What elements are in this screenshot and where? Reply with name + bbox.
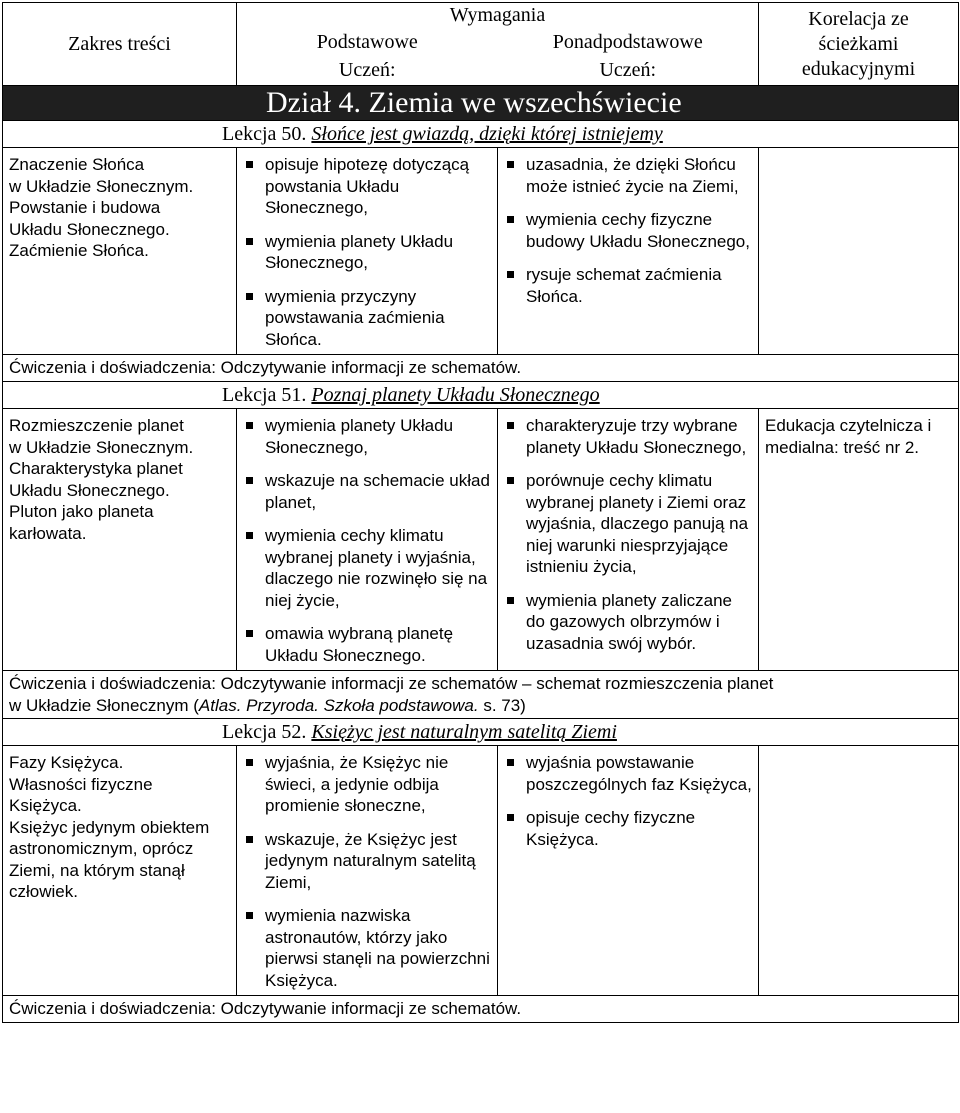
podstawowe-cell: [237, 746, 498, 996]
requirement-item: charakteryzuje trzy wybrane planety Układu Słonecznego,: [504, 415, 752, 458]
zakres-line: Ziemi, na którym stanął: [9, 860, 185, 880]
lesson-title-row: [3, 121, 959, 148]
lesson-content-row: [3, 409, 959, 671]
lesson-title: [3, 382, 959, 409]
zakres-line: Układu Słonecznego.: [9, 219, 170, 239]
ponadpodstawowe-list: [504, 415, 752, 654]
zakres-line: Powstanie i budowa: [9, 198, 161, 217]
lesson-name: Księżyc jest naturalnym satelitą Ziemi: [311, 721, 617, 743]
exercise-text: Ćwiczenia i doświadczenia: Odczytywanie informacji ze schematów.: [9, 358, 522, 377]
ponadpodstawowe-cell: [498, 409, 759, 671]
ponadpodstawowe-list: [504, 752, 752, 850]
podstawowe-list: [243, 415, 491, 666]
header-wymagania: Wymagania: [237, 3, 759, 31]
requirement-item: opisuje cechy fizyczne Księżyca.: [504, 807, 752, 850]
korelacja-cell: [759, 409, 959, 671]
lesson-number: Lekcja 52.: [222, 721, 307, 743]
header-zakres: Zakres treści: [3, 3, 237, 86]
requirement-item: wyjaśnia powstawanie poszczególnych faz Księżyca,: [504, 752, 752, 795]
lessons-body: [3, 121, 959, 1023]
requirement-item: wskazuje, że Księżyc jest jedynym naturalnym satelitą Ziemi,: [243, 829, 491, 894]
zakres-cell: [3, 148, 237, 355]
zakres-line: Rozmieszczenie planet: [9, 416, 184, 435]
header-uczen-a: Uczeń:: [237, 58, 498, 86]
requirement-item: wymienia cechy klimatu wybranej planety i wyjaśnia, dlaczego nie rozwinęło się na niej życie,: [243, 525, 491, 611]
requirement-item: uzasadnia, że dzięki Słońcu może istnieć życie na Ziemi,: [504, 154, 752, 197]
lesson-number: Lekcja 51.: [222, 384, 307, 406]
ponadpodstawowe-list: [504, 154, 752, 307]
requirement-item: porównuje cechy klimatu wybranej planety i Ziemi oraz wyjaśnia, dlaczego panują na niej warunki niesprzyjające istnieniu życia,: [504, 470, 752, 578]
ponadpodstawowe-cell: [498, 148, 759, 355]
ponadpodstawowe-cell: [498, 746, 759, 996]
lesson-content-row: [3, 746, 959, 996]
exercise-text: Ćwiczenia i doświadczenia: Odczytywanie informacji ze schematów – schemat rozmieszczenia planet: [9, 674, 774, 693]
curriculum-table: [2, 2, 959, 1023]
zakres-line: Pluton jako planeta: [9, 502, 154, 521]
podstawowe-cell: [237, 409, 498, 671]
korelacja-cell: [759, 746, 959, 996]
zakres-line: w Układzie Słonecznym.: [9, 176, 194, 196]
zakres-line: w Układzie Słonecznym.: [9, 437, 194, 457]
exercise-cell: [3, 671, 959, 719]
lesson-content-row: [3, 148, 959, 355]
lesson-name: Poznaj planety Układu Słonecznego: [311, 384, 600, 406]
korelacja-cell: [759, 148, 959, 355]
atlas-reference: Atlas. Przyroda. Szkoła podstawowa.: [198, 695, 479, 715]
zakres-line: Znaczenie Słońca: [9, 155, 145, 174]
zakres-cell: [3, 746, 237, 996]
header-row-top: [3, 3, 959, 31]
lesson-title: [3, 121, 959, 148]
zakres-line: Fazy Księżyca.: [9, 753, 124, 772]
requirement-item: wymienia planety Układu Słonecznego,: [243, 231, 491, 274]
exercise-text: Ćwiczenia i doświadczenia: Odczytywanie informacji ze schematów.: [9, 999, 522, 1018]
zakres-cell: [3, 409, 237, 671]
requirement-item: wymienia przyczyny powstawania zaćmienia Słońca.: [243, 286, 491, 351]
podstawowe-cell: [237, 148, 498, 355]
podstawowe-list: [243, 752, 491, 991]
section-row: [3, 86, 959, 121]
requirement-item: wymienia nazwiska astronautów, którzy jako pierwsi stanęli na powierzchni Księżyca.: [243, 905, 491, 991]
requirement-item: wymienia planety zaliczane do gazowych olbrzymów i uzasadnia swój wybór.: [504, 590, 752, 655]
header-uczen-b: Uczeń:: [498, 58, 759, 86]
section-title: Dział 4. Ziemia we wszechświecie: [3, 86, 959, 121]
korelacja-text: Edukacja czytelnicza i medialna: treść nr 2.: [765, 416, 932, 457]
header-korelacja: Korelacja ze ścieżkami edukacyjnymi: [759, 3, 959, 86]
zakres-line: astronomicznym, oprócz: [9, 839, 194, 858]
requirement-item: wymienia cechy fizyczne budowy Układu Słonecznego,: [504, 209, 752, 252]
lesson-number: Lekcja 50.: [222, 123, 307, 145]
exercise-cell: [3, 996, 959, 1023]
exercise-row: [3, 996, 959, 1023]
header-podstawowe: Podstawowe: [237, 30, 498, 57]
exercise-cell: [3, 355, 959, 382]
zakres-line: Księżyc jedynym obiektem: [9, 817, 210, 837]
exercise-text-line2: w Układzie Słonecznym (Atlas. Przyroda. Szkoła podstawowa. s. 73): [9, 695, 526, 715]
zakres-line: Własności fizyczne: [9, 774, 153, 794]
lesson-title: [3, 719, 959, 746]
requirement-item: opisuje hipotezę dotyczącą powstania Układu Słonecznego,: [243, 154, 491, 219]
requirement-item: rysuje schemat zaćmienia Słońca.: [504, 264, 752, 307]
exercise-row: [3, 355, 959, 382]
exercise-row: [3, 671, 959, 719]
requirement-item: omawia wybraną planetę Układu Słonecznego.: [243, 623, 491, 666]
lesson-title-row: [3, 719, 959, 746]
requirement-item: wymienia planety Układu Słonecznego,: [243, 415, 491, 458]
podstawowe-list: [243, 154, 491, 350]
zakres-line: Charakterystyka planet: [9, 459, 183, 478]
zakres-line: Układu Słonecznego.: [9, 480, 170, 500]
zakres-line: człowiek.: [9, 882, 78, 901]
requirement-item: wskazuje na schemacie układ planet,: [243, 470, 491, 513]
lesson-title-row: [3, 382, 959, 409]
zakres-line: Zaćmienie Słońca.: [9, 241, 149, 260]
header-ponadpodstawowe: Ponadpodstawowe: [498, 30, 759, 57]
zakres-line: karłowata.: [9, 523, 87, 543]
requirement-item: wyjaśnia, że Księżyc nie świeci, a jedynie odbija promienie słoneczne,: [243, 752, 491, 817]
zakres-line: Księżyca.: [9, 796, 82, 815]
lesson-name: Słońce jest gwiazdą, dzięki której istniejemy: [311, 123, 663, 145]
